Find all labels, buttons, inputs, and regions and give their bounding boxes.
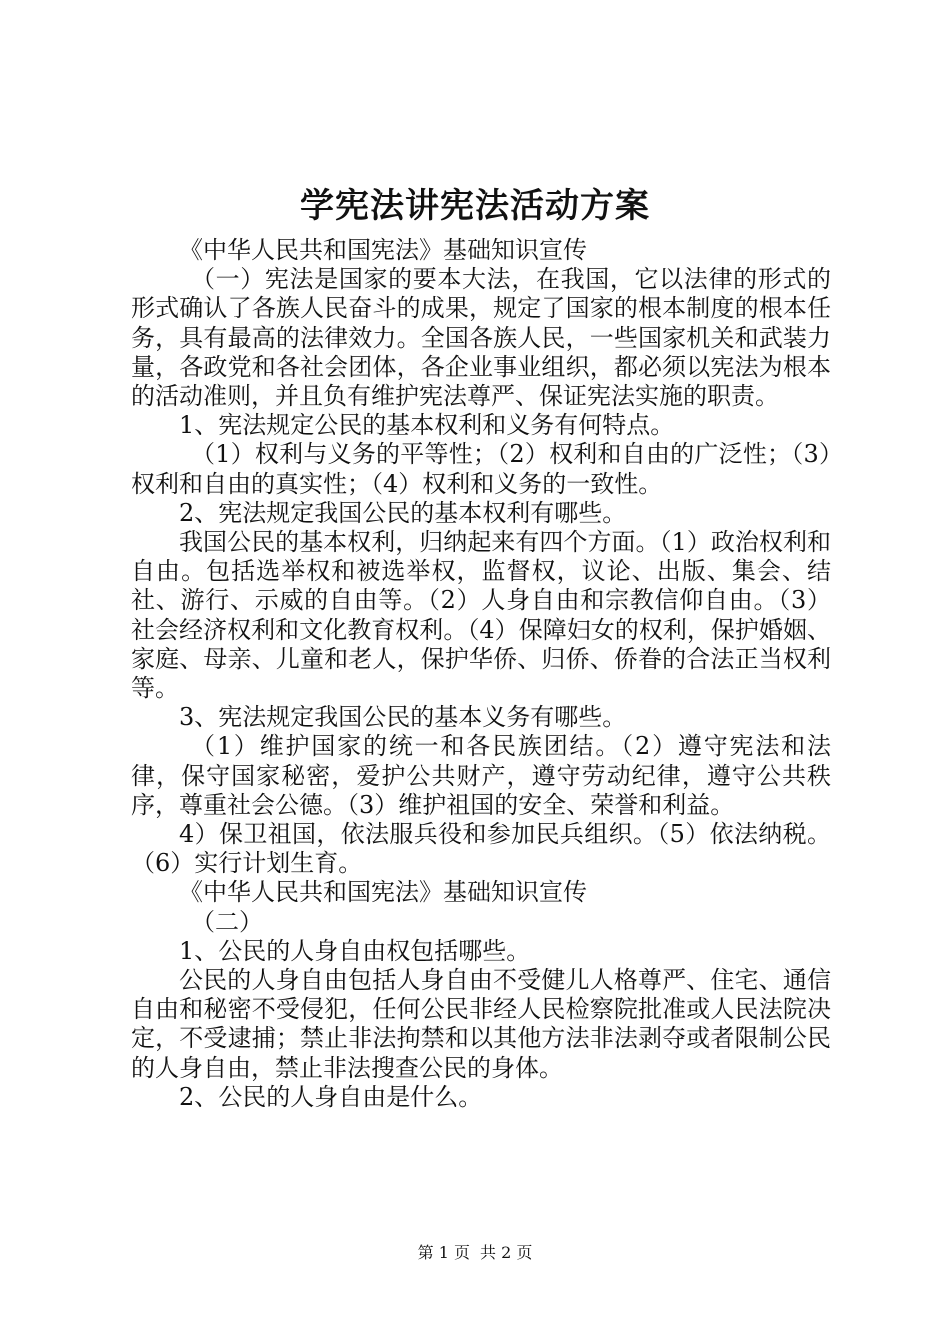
question-heading: 1、宪法规定公民的基本权利和义务有何特点。 bbox=[179, 411, 675, 440]
paragraph: 4）保卫祖国，依法服兵役和参加民兵组织。（5）依法纳税。（6）实行计划生育。 bbox=[131, 820, 831, 878]
paragraph: 公民的人身自由包括人身自由不受健儿人格尊严、住宅、通信自由和秘密不受侵犯，任何公民非经人民检察院批准或人民法院决定，不受逮捕；禁止非法拘禁和以其他方法非法剥夺或者限制公民的人身自由，禁止非法搜查公民的身体。 bbox=[131, 966, 831, 1082]
paragraph: （1）权利与义务的平等性；（2）权利和自由的广泛性；（3）权利和自由的真实性；（4）权利和义务的一致性。 bbox=[131, 440, 831, 498]
section-heading: 《中华人民共和国宪法》基础知识宣传 bbox=[179, 236, 587, 264]
document-title: 学宪法讲宪法活动方案 bbox=[300, 186, 650, 226]
page-number: 第 1 页 bbox=[417, 1243, 470, 1262]
paragraph: （1）维护国家的统一和各民族团结。（2）遵守宪法和法律，保守国家秘密，爱护公共财产，遵守劳动纪律，遵守公共秩序，尊重社会公德。（3）维护祖国的安全、荣誉和利益。 bbox=[131, 732, 831, 819]
section-number: （二） bbox=[191, 907, 263, 936]
paragraph: （一）宪法是国家的要本大法，在我国，它以法律的形式的形式确认了各族人民奋斗的成果，规定了国家的根本制度的根本任务，具有最高的法律效力。全国各族人民，一些国家机关和武装力量，各政党和各社会团体，各企业事业组织，都必须以宪法为根本的活动准则，并且负有维护宪法尊严、保证宪法实施的职责。 bbox=[131, 265, 831, 411]
question-heading: 3、宪法规定我国公民的基本义务有哪些。 bbox=[179, 703, 627, 732]
page-footer bbox=[0, 1242, 950, 1264]
paragraph: 我国公民的基本权利，归纳起来有四个方面。（1）政治权利和自由。包括选举权和被选举权，监督权，议论、出版、集会、结社、游行、示威的自由等。（2）人身自由和宗教信仰自由。（3）社会经济权利和文化教育权利。（4）保障妇女的权利，保护婚姻、家庭、母亲、儿童和老人，保护华侨、归侨、侨眷的合法正当权利等。 bbox=[131, 528, 831, 703]
document-body bbox=[131, 236, 831, 1112]
question-heading: 1、公民的人身自由权包括哪些。 bbox=[179, 936, 531, 965]
page-total: 共 2 页 bbox=[480, 1243, 533, 1262]
question-heading: 2、公民的人身自由是什么。 bbox=[179, 1082, 483, 1111]
section-heading: 《中华人民共和国宪法》基础知识宣传 bbox=[179, 878, 587, 907]
question-heading: 2、宪法规定我国公民的基本权利有哪些。 bbox=[179, 498, 627, 527]
